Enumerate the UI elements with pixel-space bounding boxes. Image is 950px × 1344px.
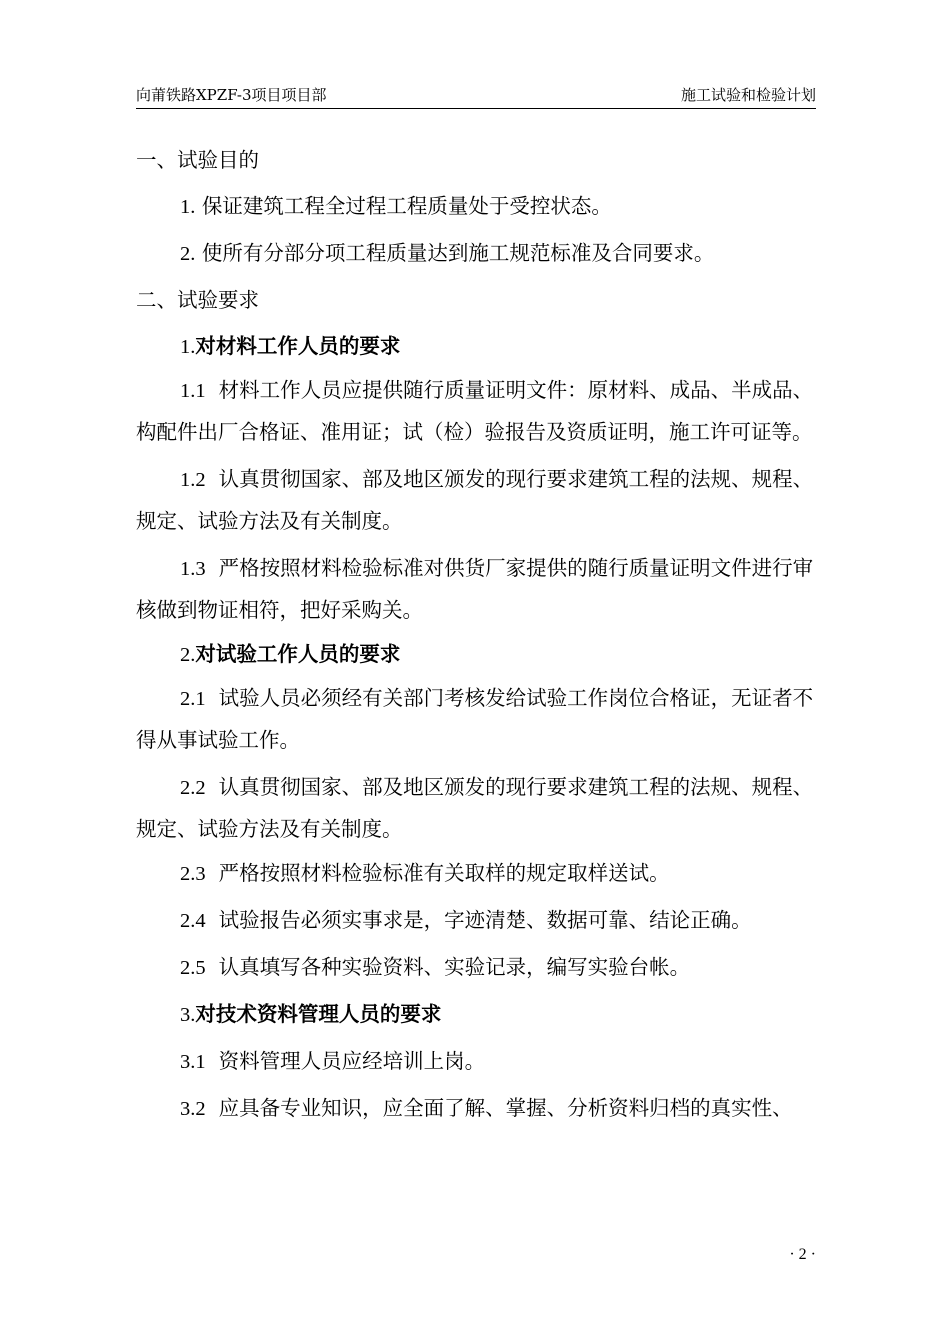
document-body <box>136 137 816 1132</box>
requirement-item-2-1: 2.1 试验人员必须经有关部门考核发给试验工作岗位合格证，无证者不得从事试验工作。 <box>136 686 814 752</box>
requirement-item-1-2: 1.2 认真贯彻国家、部及地区颁发的现行要求建筑工程的法规、规程、规定、试验方法及有关制度。 <box>136 467 814 533</box>
subheading-material-staff: 1.对材料工作人员的要求 <box>180 334 401 358</box>
page-number: · 2 · <box>789 1246 816 1263</box>
subheading-testing-staff: 2.对试验工作人员的要求 <box>180 642 401 666</box>
requirement-item-3-1: 3.1 资料管理人员应经培训上岗。 <box>180 1049 486 1073</box>
section-heading-requirements: 二、试验要求 <box>136 288 259 312</box>
requirement-item-1-1: 1.1 材料工作人员应提供随行质量证明文件：原材料、成品、半成品、构配件出厂合格证、准用证；试（检）验报告及资质证明，施工许可证等。 <box>136 378 814 444</box>
header-project-name: 向莆铁路XPZF-3项目项目部 <box>136 86 327 104</box>
subheading-records-staff: 3.对技术资料管理人员的要求 <box>180 1002 442 1026</box>
requirement-item-2-3: 2.3 严格按照材料检验标准有关取样的规定取样送试。 <box>180 861 670 885</box>
purpose-item-1: 1. 保证建筑工程全过程工程质量处于受控状态。 <box>180 194 612 218</box>
requirement-item-1-3: 1.3 严格按照材料检验标准对供货厂家提供的随行质量证明文件进行审核做到物证相符，把好采购关。 <box>136 556 814 622</box>
requirement-item-3-2: 3.2 应具备专业知识，应全面了解、掌握、分析资料归档的真实性、 <box>180 1096 793 1120</box>
requirement-item-2-2: 2.2 认真贯彻国家、部及地区颁发的现行要求建筑工程的法规、规程、规定、试验方法及有关制度。 <box>136 775 814 841</box>
requirement-item-2-4: 2.4 试验报告必须实事求是，字迹清楚、数据可靠、结论正确。 <box>180 908 752 932</box>
section-heading-purpose: 一、试验目的 <box>136 148 259 172</box>
page-header <box>136 82 816 109</box>
header-document-title: 施工试验和检验计划 <box>680 86 816 104</box>
purpose-item-2: 2. 使所有分部分项工程质量达到施工规范标准及合同要求。 <box>180 241 715 265</box>
requirement-item-2-5: 2.5 认真填写各种实验资料、实验记录，编写实验台帐。 <box>180 955 691 979</box>
